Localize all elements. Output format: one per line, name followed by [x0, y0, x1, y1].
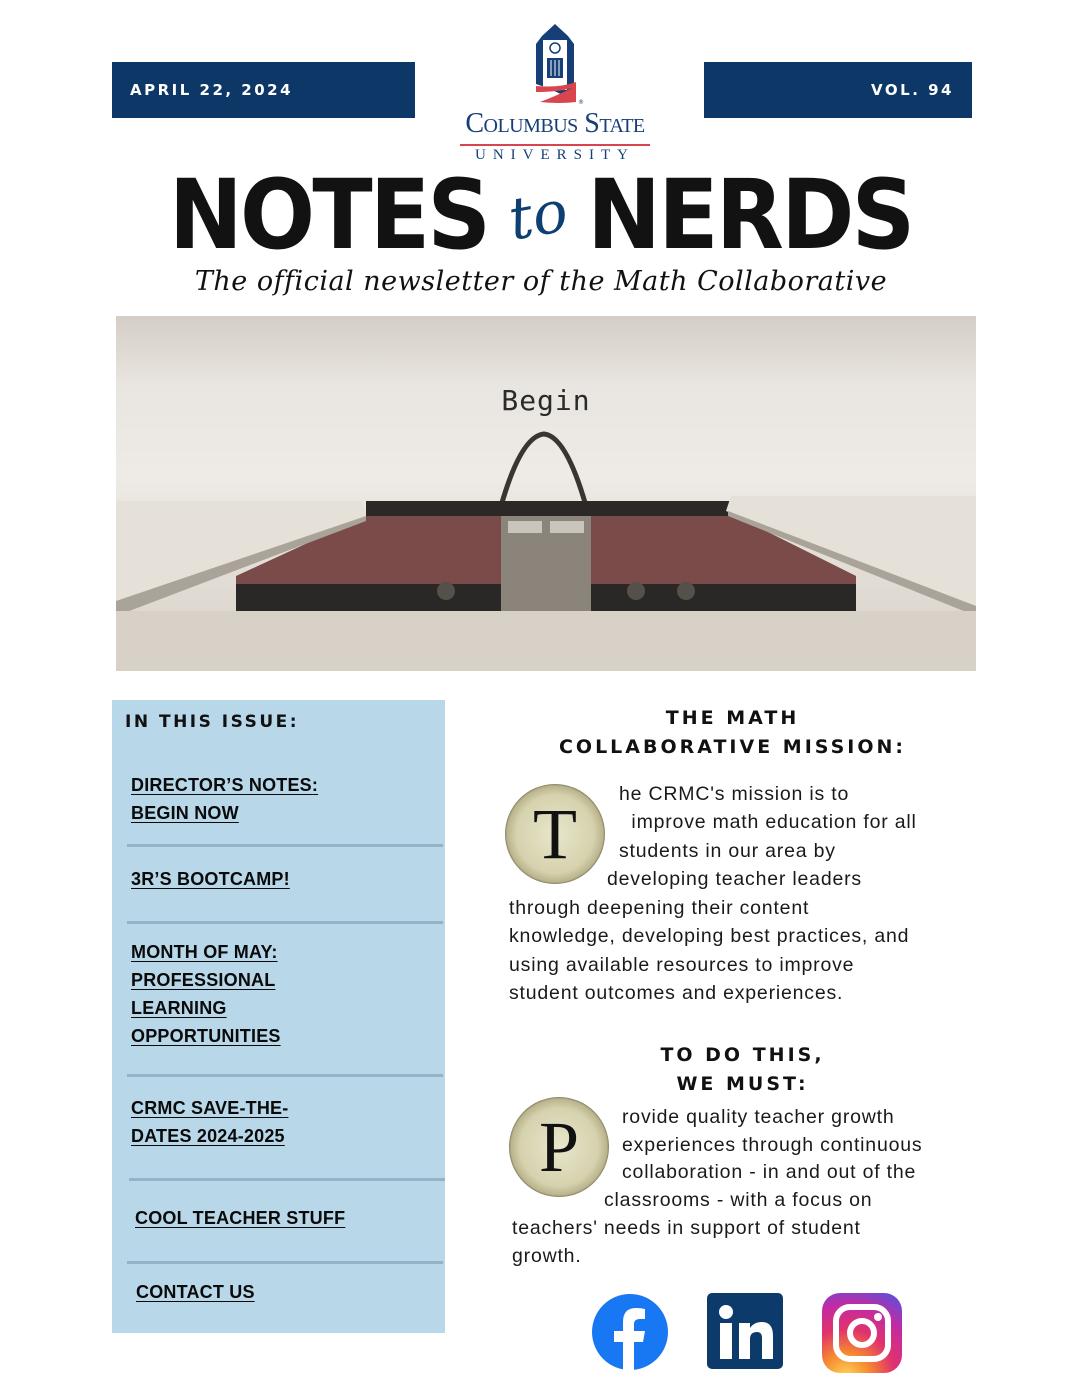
toc-divider — [127, 1261, 443, 1264]
volume-banner — [704, 62, 972, 118]
masthead-connector: to — [503, 176, 573, 254]
mission-heading-line: THE MATH — [665, 707, 800, 729]
mission-text-line: knowledge, developing best practices, and — [509, 925, 910, 947]
mission-text-line: through deepening their content — [509, 897, 810, 919]
toc-link-line: PROFESSIONAL — [131, 970, 276, 990]
dropcap-p-icon — [509, 1097, 609, 1197]
mission-text-line: improve math education for all — [619, 811, 917, 833]
toc-link-line: OPPORTUNITIES — [131, 1026, 281, 1046]
toc-link-line: BEGIN NOW — [131, 803, 239, 823]
todo-text-line: teachers' needs in support of student — [512, 1217, 861, 1239]
mission-text-line: developing teacher leaders — [607, 868, 862, 890]
todo-text-line: experiences through continuous — [622, 1134, 923, 1156]
masthead-word-nerds: NERDS — [587, 159, 913, 271]
toc-link-save-the-dates[interactable] — [131, 1094, 288, 1150]
mission-text-line: he CRMC's mission is to — [619, 783, 850, 805]
toc-link-line: COOL TEACHER STUFF — [135, 1208, 346, 1228]
todo-heading — [505, 1041, 980, 1099]
toc-link-line: 3R’S BOOTCAMP! — [131, 869, 290, 889]
toc-link-line: LEARNING — [131, 998, 227, 1018]
masthead-tagline: The official newsletter of the Math Collaborative — [194, 266, 888, 297]
mission-text-line: student outcomes and experiences. — [509, 982, 844, 1004]
toc-link-bootcamp[interactable] — [131, 865, 290, 893]
facebook-icon[interactable] — [591, 1293, 671, 1373]
issue-date: APRIL 22, 2024 — [130, 81, 294, 99]
toc-divider — [129, 1178, 445, 1181]
university-logo — [420, 22, 690, 167]
dropcap-letter: P — [538, 1107, 580, 1187]
toc-title: IN THIS ISSUE: — [125, 712, 300, 732]
todo-text-line: growth. — [512, 1245, 582, 1267]
todo-text-line: rovide quality teacher growth — [622, 1106, 895, 1128]
masthead-word-notes: NOTES — [169, 159, 489, 271]
toc-link-line: MONTH OF MAY: — [131, 942, 278, 962]
mission-heading-line: COLLABORATIVE MISSION: — [558, 736, 907, 758]
issue-volume: VOL. 94 — [871, 81, 954, 99]
toc-divider — [127, 1074, 443, 1077]
toc-link-line: CRMC SAVE-THE- — [131, 1098, 289, 1118]
todo-text-line: classrooms - with a focus on — [604, 1189, 873, 1211]
linkedin-icon[interactable] — [707, 1293, 787, 1373]
typewriter-illustration — [116, 316, 976, 671]
table-of-contents — [112, 700, 445, 1333]
todo-heading-line: WE MUST: — [676, 1073, 809, 1095]
instagram-icon[interactable] — [822, 1293, 902, 1373]
logo-name: Columbus State — [465, 108, 645, 139]
mission-text-line: using available resources to improve — [509, 954, 855, 976]
toc-link-cool-teacher-stuff[interactable] — [135, 1204, 345, 1232]
toc-link-month-of-may[interactable] — [131, 938, 281, 1050]
toc-link-contact-us[interactable] — [136, 1278, 255, 1306]
toc-divider — [127, 921, 443, 924]
toc-link-line: DIRECTOR’S NOTES: — [131, 775, 319, 795]
svg-text:®: ® — [578, 99, 584, 106]
dropcap-t-icon — [505, 784, 605, 884]
dropcap-letter: T — [533, 794, 577, 874]
toc-link-line: CONTACT US — [136, 1282, 255, 1302]
toc-divider — [127, 844, 443, 847]
mission-heading — [495, 704, 970, 762]
toc-link-directors-notes[interactable] — [131, 771, 318, 827]
hero-typed-word: Begin — [501, 384, 591, 417]
masthead-title — [0, 160, 1082, 270]
date-banner — [112, 62, 415, 118]
todo-heading-line: TO DO THIS, — [660, 1044, 825, 1066]
hero-image — [116, 316, 976, 671]
todo-text-line: collaboration - in and out of the — [622, 1161, 917, 1183]
toc-link-line: DATES 2024-2025 — [131, 1126, 285, 1146]
mission-text-line: students in our area by — [619, 840, 836, 862]
clock-tower-icon — [420, 22, 690, 107]
logo-rule — [460, 144, 650, 146]
logo-subtitle: UNIVERSITY — [475, 147, 635, 163]
